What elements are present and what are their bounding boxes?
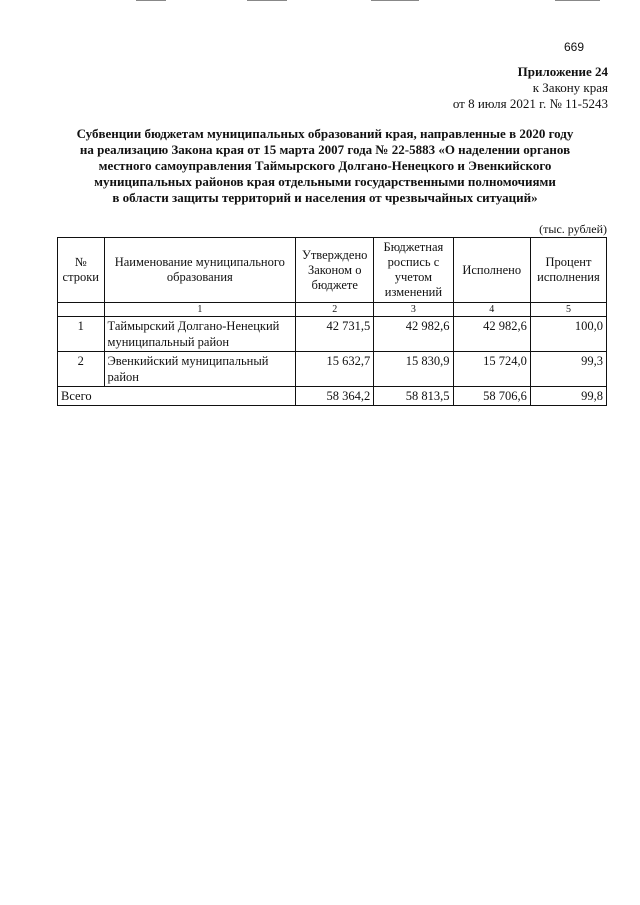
schedule-value: 15 830,9 [374,352,453,387]
row-number: 1 [58,317,105,352]
column-number-cell [58,303,105,317]
total-approved: 58 364,2 [296,387,374,406]
total-executed: 58 706,6 [453,387,530,406]
total-schedule: 58 813,5 [374,387,453,406]
header-row [58,238,607,303]
total-label: Всего [58,387,296,406]
municipality-name: Эвенкийский муниципальный район [104,352,296,387]
scan-top-line [136,0,166,1]
approved-value: 42 731,5 [296,317,374,352]
percent-value: 99,3 [530,352,606,387]
column-number-cell: 1 [104,303,296,317]
page-number: 669 [563,40,584,54]
title-line: муниципальных районов края отдельными государственными полномочиями [94,174,556,189]
appendix-line: от 8 июля 2021 г. № 11-5243 [452,96,608,111]
table-row [58,352,607,387]
header-row-number: № строки [58,238,105,303]
title-line: местного самоуправления Таймырского Долгано-Ненецкого и Эвенкийского [98,158,552,173]
title-line: на реализацию Закона края от 15 марта 2007 года № 22-5883 «О наделении органов [79,142,571,157]
subsidies-table [57,237,607,406]
header-percent: Процент исполнения [530,238,606,303]
scan-top-line [555,0,600,1]
executed-value: 42 982,6 [453,317,530,352]
header-approved: Утверждено Законом о бюджете [296,238,374,303]
document-title [60,126,590,206]
scan-top-line [371,0,419,1]
column-number-cell: 5 [530,303,606,317]
appendix-line: к Закону края [532,80,608,95]
header-budget-schedule: Бюджетная роспись с учетом изменений [374,238,453,303]
row-number: 2 [58,352,105,387]
units-label: (тыс. рублей) [539,222,607,236]
column-number-cell: 2 [296,303,374,317]
table-row [58,317,607,352]
scan-top-line [247,0,287,1]
total-percent: 99,8 [530,387,606,406]
appendix-title: Приложение 24 [517,64,608,79]
executed-value: 15 724,0 [453,352,530,387]
column-number-cell: 3 [374,303,453,317]
percent-value: 100,0 [530,317,606,352]
header-executed: Исполнено [453,238,530,303]
total-row [58,387,607,406]
approved-value: 15 632,7 [296,352,374,387]
column-number-cell: 4 [453,303,530,317]
municipality-name: Таймырский Долгано-Ненецкий муниципальный район [104,317,296,352]
schedule-value: 42 982,6 [374,317,453,352]
title-line: в области защиты территорий и населения от чрезвычайных ситуаций» [112,190,538,205]
appendix-block [453,64,608,112]
column-number-row [58,303,607,317]
title-line: Субвенции бюджетам муниципальных образований края, направленные в 2020 году [76,126,574,141]
header-municipality: Наименование муниципального образования [104,238,296,303]
